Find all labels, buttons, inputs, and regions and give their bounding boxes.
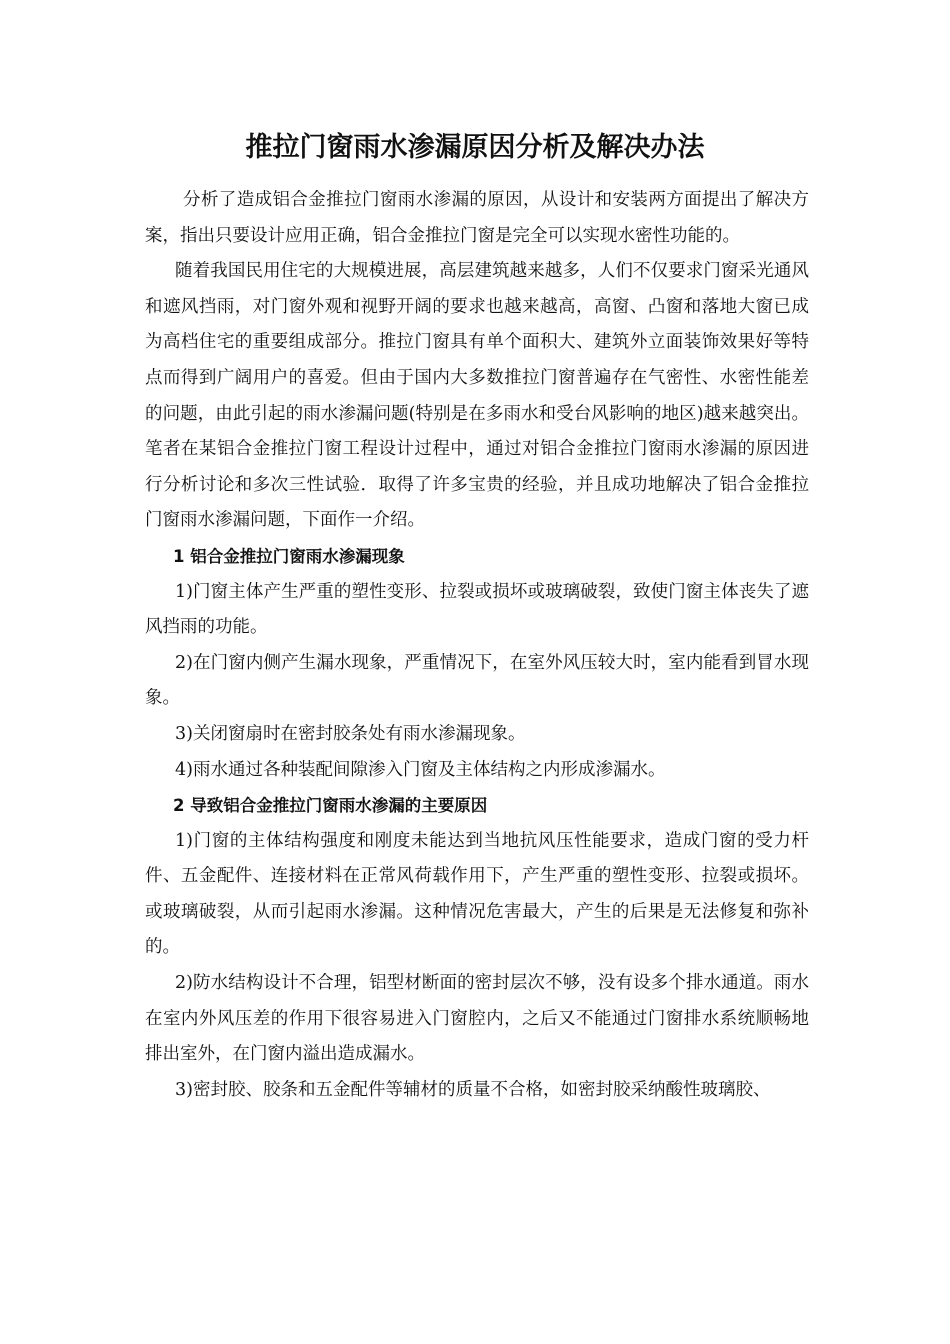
section-1-item: 4)雨水通过各种装配间隙渗入门窗及主体结构之内形成渗漏水。 — [175, 759, 666, 780]
section-1-item: 1)门窗主体产生严重的塑性变形、拉裂或损坏或玻璃破裂，致使门窗主体丧失了遮风挡雨的功能。 — [145, 581, 809, 638]
section-1-item: 2)在门窗内侧产生漏水现象，严重情况下，在室外风压较大时，室内能看到冒水现象。 — [145, 652, 809, 709]
section-1-heading: 1 铝合金推拉门窗雨水渗漏现象 — [173, 546, 405, 566]
document-title: 推拉门窗雨水渗漏原因分析及解决办法 — [245, 132, 705, 163]
section-2-item: 2)防水结构设计不合理，铝型材断面的密封层次不够，没有设多个排水通道。雨水在室内外风压差的作用下很容易进入门窗腔内，之后又不能通过门窗排水系统顺畅地排出室外，在门窗内溢出造成漏水。 — [145, 973, 809, 1065]
intro-paragraph: 随着我国民用住宅的大规模进展，高层建筑越来越多，人们不仅要求门窗采光通风和遮风挡雨，对门窗外观和视野开阔的要求也越来越高，高窗、凸窗和落地大窗已成为高档住宅的重要组成部分。推拉门窗具有单个面积大、建筑外立面装饰效果好等特点而得到广阔用户的喜爱。但由于国内大多数推拉门窗普遍存在气密性、水密性能差的问题，由此引起的雨水渗漏问题(特别是在多雨水和受台风影响的地区)越来越突出。笔者在某铝合金推拉门窗工程设计过程中，通过对铝合金推拉门窗雨水渗漏的原因进行分析讨论和多次三性试验．取得了许多宝贵的经验，并且成功地解决了铝合金推拉门窗雨水渗漏问题，下面作一介绍。 — [145, 261, 809, 531]
section-1-item: 3)关闭窗扇时在密封胶条处有雨水渗漏现象。 — [175, 723, 526, 744]
section-2-heading: 2 导致铝合金推拉门窗雨水渗漏的主要原因 — [173, 796, 488, 816]
abstract-paragraph: 分析了造成铝合金推拉门窗雨水渗漏的原因，从设计和安装两方面提出了解决方案，指出只要设计应用正确，铝合金推拉门窗是完全可以实现水密性功能的。 — [145, 190, 809, 246]
document-body — [145, 183, 809, 1108]
section-2-item: 3)密封胶、胶条和五金配件等辅材的质量不合格，如密封胶采纳酸性玻璃胶、 — [175, 1079, 771, 1100]
section-2-item: 1)门窗的主体结构强度和刚度未能达到当地抗风压性能要求，造成门窗的受力杆件、五金配件、连接材料在正常风荷载作用下，产生严重的塑性变形、拉裂或损坏。或玻璃破裂，从而引起雨水渗漏。这种情况危害最大，产生的后果是无法修复和弥补的。 — [145, 830, 809, 958]
